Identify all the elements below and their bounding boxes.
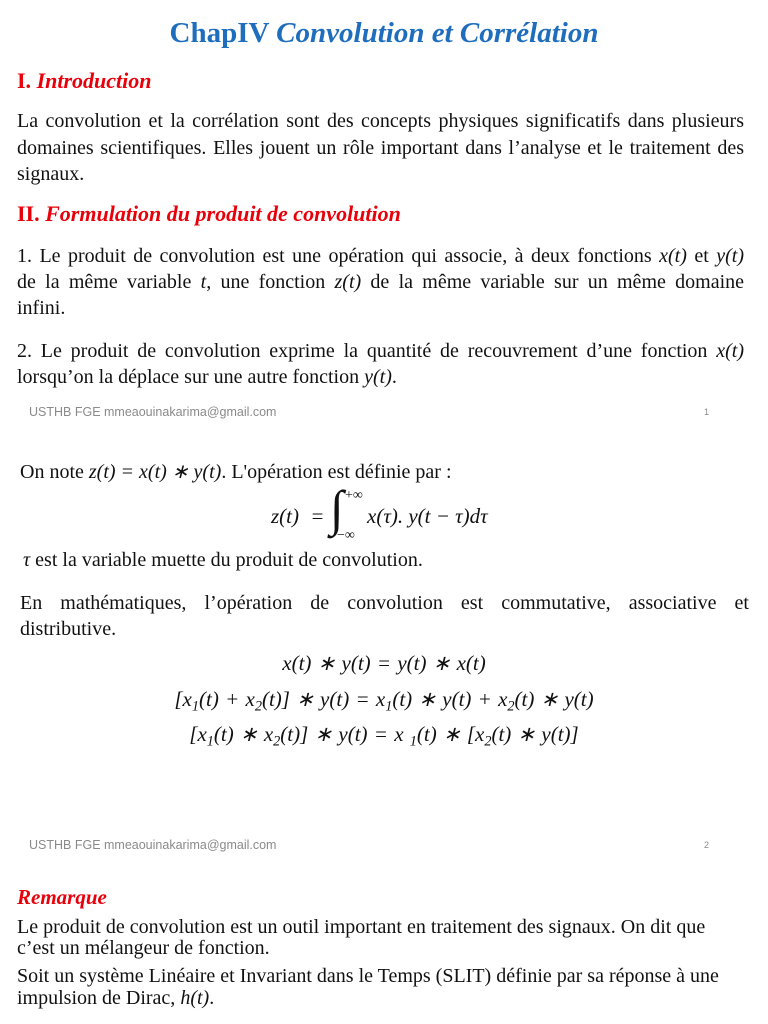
text-segment: , une fonction [206,271,335,293]
integral-lhs: z(t) = [271,504,325,528]
math-inline: t [200,271,207,293]
subscript: 1 [206,733,214,750]
item2-line [17,338,744,364]
subscript: 1 [191,698,200,715]
text-segment: de la même variable [17,271,201,293]
item1-line [17,269,744,295]
equation-commutativity: x(t) ∗ y(t) = y(t) ∗ x(t) [282,651,486,675]
section-number: I. [17,68,32,93]
text-segment: impulsion de Dirac, [17,987,181,1009]
math-segment: [x [189,722,207,746]
intro-line: domaines scientifiques. Elles jouent un rôle important dans l’analyse et le traitement des [17,137,744,159]
remark-line: c’est un mélangeur de fonction. [17,937,270,959]
remark-heading: Remarque [17,885,107,909]
math-segment: (t) + x [199,687,255,711]
subscript: 1 [409,733,417,750]
page-number: 1 [704,407,710,417]
math-inline: x(t) [716,340,744,362]
math-segment: (t) ∗ y(t) [514,687,594,711]
integral-upper-limit: +∞ [345,488,363,503]
chapter-number: ChapIV [169,17,269,49]
math-segment: (t) ∗ [x [416,722,485,746]
text-segment: On note [20,461,89,483]
equation-associativity [0,720,768,748]
chapter-title-text: Convolution et Corrélation [276,17,599,49]
properties-line: En mathématiques, l’opération de convolution est commutative, associative et [20,592,749,614]
math-inline: h(t) [180,987,210,1009]
item1-line [17,243,744,269]
math-inline: z(t) = x(t) ∗ y(t) [88,461,222,483]
remark-line: Le produit de convolution est un outil important en traitement des signaux. On dit que [17,916,706,938]
math-segment: [x [174,687,192,711]
equation-distributivity [0,685,768,713]
page-footer-author: USTHB FGE mmeaouinakarima@gmail.com [29,838,277,852]
text-segment: est la variable muette du produit de convolution. [30,549,423,571]
text-segment: 2. Le produit de convolution exprime la quantité de recouvrement d’une fonction [17,340,717,362]
text-segment: . [391,366,397,388]
section-heading-formulation [17,201,401,227]
slit-line: Soit un système Linéaire et Invariant dans le Temps (SLIT) définie par sa réponse à une [17,965,719,987]
intro-line: La convolution et la corrélation sont des concepts physiques significatifs dans plusieurs [17,110,744,132]
tau-line [23,547,423,573]
item2-line [17,364,397,390]
text-segment: et [686,245,717,267]
section-number: II. [17,201,40,226]
subscript: 2 [484,733,492,750]
text-segment: . L'opération est définie par : [221,461,452,483]
text-segment: de la même variable sur un même domaine [361,271,744,293]
math-segment: (t) ∗ y(t)] [491,722,579,746]
intro-line: signaux. [17,163,85,185]
section-title: Formulation du produit de convolution [45,201,401,226]
math-inline: x(t) [659,245,687,267]
math-segment: (t)] ∗ y(t) = x [280,722,410,746]
properties-line: distributive. [20,618,117,640]
text-segment: . [209,987,215,1009]
subscript: 2 [507,698,515,715]
math-segment: (t) ∗ y(t) + x [392,687,508,711]
math-inline: τ [23,549,31,571]
integrand: x(τ). y(t − τ)dτ [367,504,488,528]
slit-line [17,985,214,1011]
integral-sign: ∫ [330,480,344,536]
math-inline: z(t) [334,271,362,293]
math-segment: (t) ∗ x [213,722,274,746]
subscript: 1 [385,698,393,715]
math-inline: y(t) [716,245,744,267]
integral-lower-limit: −∞ [337,528,355,543]
page-footer-author: USTHB FGE mmeaouinakarima@gmail.com [29,405,277,419]
section-title: Introduction [36,68,152,93]
chapter-title [0,13,768,53]
subscript: 2 [254,698,262,715]
text-segment: lorsqu’on la déplace sur une autre fonction [17,366,365,388]
page-number: 2 [704,840,710,850]
text-segment: 1. Le produit de convolution est une opération qui associe, à deux fonctions [17,245,660,267]
math-segment: (t)] ∗ y(t) = x [261,687,386,711]
convolution-integral [0,480,768,550]
section-heading-introduction [17,68,152,94]
subscript: 2 [273,733,281,750]
math-inline: y(t) [364,366,392,388]
item1-line: infini. [17,297,66,319]
